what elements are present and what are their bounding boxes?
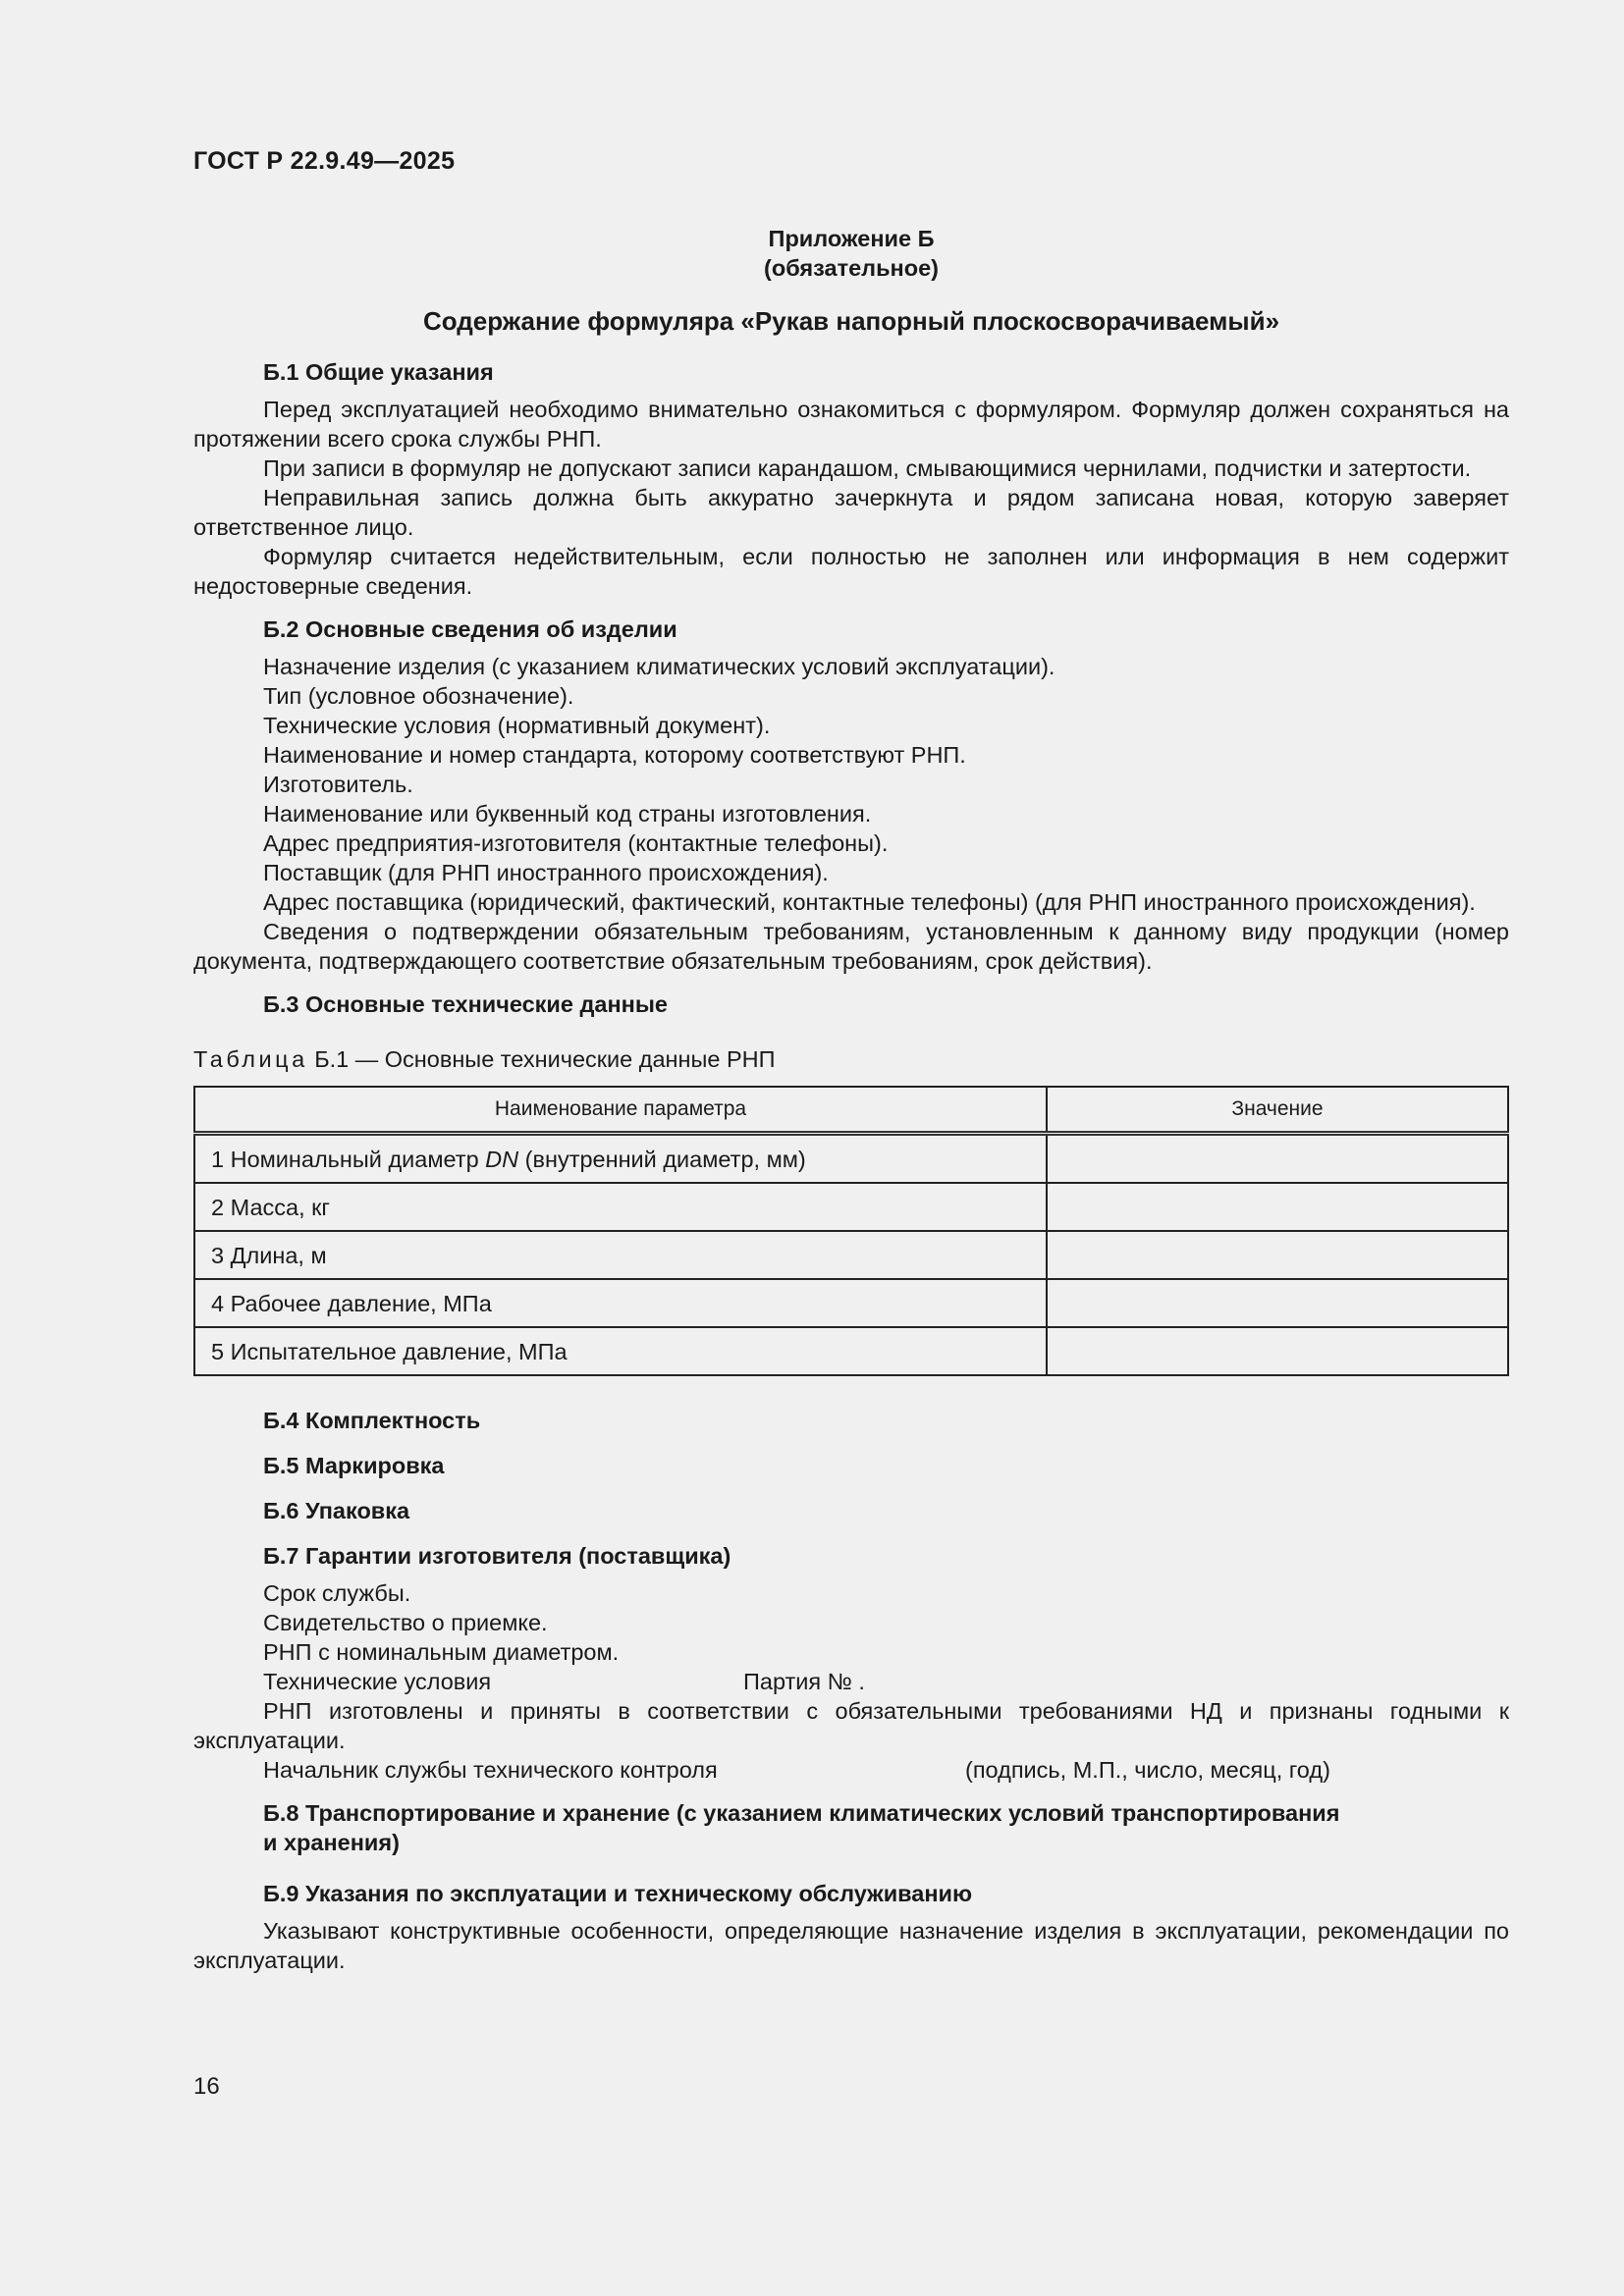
- section-b2-item: Адрес предприятия-изготовителя (контактные телефоны).: [263, 830, 889, 856]
- table-header-row: [194, 1087, 1508, 1134]
- section-b7-item: Срок службы.: [263, 1580, 411, 1606]
- section-b5-heading: Б.5 Маркировка: [263, 1453, 445, 1478]
- section-b4-heading: Б.4 Комплектность: [263, 1408, 481, 1433]
- parameter-cell: [194, 1134, 1047, 1184]
- section-b1-paragraph: При записи в формуляр не допускают записи карандашом, смывающимися чернилами, подчистки и затертости.: [263, 455, 1472, 481]
- signature-hint: (подпись, М.П., число, месяц, год): [965, 1757, 1330, 1783]
- section-b3-heading: Б.3 Основные технические данные: [263, 991, 668, 1017]
- section-b2-item: Наименование или буквенный код страны изготовления.: [263, 801, 872, 827]
- section-b7-item: РНП с номинальным диаметром.: [263, 1639, 620, 1665]
- table-row: [194, 1327, 1508, 1375]
- document-code: ГОСТ Р 22.9.49—2025: [193, 147, 456, 175]
- value-cell[interactable]: [1047, 1231, 1508, 1279]
- table-caption-label: Таблица: [193, 1046, 308, 1072]
- table-row: [194, 1279, 1508, 1327]
- section-b1-paragraph: Формуляр считается недействительным, если полностью не заполнен или информация в нем содержит недостоверные сведения.: [193, 544, 1509, 599]
- section-b7-item: [193, 1755, 1509, 1785]
- section-b7-item: [193, 1667, 1509, 1696]
- section-b1-paragraph: Неправильная запись должна быть аккуратно зачеркнута и рядом записана новая, которую заверяет ответственное лицо.: [193, 485, 1509, 540]
- column-header-value: Значение: [1047, 1087, 1508, 1134]
- section-b2-item: Поставщик (для РНП иностранного происхождения).: [263, 860, 829, 885]
- technical-data-table: [193, 1086, 1509, 1376]
- column-header-parameter: Наименование параметра: [194, 1087, 1047, 1134]
- section-b8-heading-line: Б.8 Транспортирование и хранение (с указанием климатических условий транспортирования: [263, 1800, 1340, 1826]
- parameter-cell: 2 Масса, кг: [194, 1183, 1047, 1231]
- tech-conditions-label: Технические условия: [263, 1669, 492, 1694]
- appendix-status: (обязательное): [764, 255, 939, 281]
- section-b2-item: Назначение изделия (с указанием климатических условий эксплуатации).: [263, 654, 1056, 679]
- page-content: [193, 224, 1509, 1975]
- parameter-text: 1 Номинальный диаметр: [211, 1146, 486, 1172]
- section-b1-heading: Б.1 Общие указания: [263, 359, 494, 385]
- parameter-cell: 5 Испытательное давление, МПа: [194, 1327, 1047, 1375]
- section-b2-item: Сведения о подтверждении обязательным требованиям, установленным к данному виду продукции (номер документа, подтверждающего соответствие обязательным требованиям, срок действия).: [193, 919, 1509, 974]
- section-b9-paragraph: Указывают конструктивные особенности, определяющие назначение изделия в эксплуатации, рекомендации по эксплуатации.: [193, 1918, 1509, 1973]
- value-cell[interactable]: [1047, 1327, 1508, 1375]
- table-row: [194, 1231, 1508, 1279]
- section-b8-heading: [193, 1798, 1509, 1857]
- appendix-title: Приложение Б: [768, 226, 935, 251]
- parameter-symbol: DN: [485, 1146, 519, 1172]
- section-b2-item: Наименование и номер стандарта, которому соответствуют РНП.: [263, 742, 966, 768]
- section-b7-item: РНП изготовлены и приняты в соответствии с обязательными требованиями НД и признаны годными к эксплуатации.: [193, 1698, 1509, 1753]
- parameter-cell: 3 Длина, м: [194, 1231, 1047, 1279]
- section-b2-item: Адрес поставщика (юридический, фактический, контактные телефоны) (для РНП иностранного происхождения).: [263, 889, 1476, 915]
- section-b9-heading: Б.9 Указания по эксплуатации и техническому обслуживанию: [263, 1881, 973, 1906]
- section-b6-heading: Б.6 Упаковка: [263, 1498, 410, 1523]
- value-cell[interactable]: [1047, 1134, 1508, 1184]
- table-caption-text: Б.1 — Основные технические данные РНП: [314, 1046, 776, 1072]
- page-number: 16: [193, 2073, 220, 2100]
- section-b2-item: Тип (условное обозначение).: [263, 683, 574, 709]
- section-b1-paragraph: Перед эксплуатацией необходимо внимательно ознакомиться с формуляром. Формуляр должен сохраняться на протяжении всего срока службы РНП.: [193, 397, 1509, 452]
- parameter-text: (внутренний диаметр, мм): [518, 1146, 806, 1172]
- section-b2-item: Технические условия (нормативный документ).: [263, 713, 771, 738]
- value-cell[interactable]: [1047, 1279, 1508, 1327]
- batch-number-label: Партия № .: [743, 1669, 865, 1694]
- value-cell[interactable]: [1047, 1183, 1508, 1231]
- section-b8-heading-line: и хранения): [263, 1830, 400, 1855]
- document-title: Содержание формуляра «Рукав напорный плоскосворачиваемый»: [422, 306, 1280, 336]
- section-b2-heading: Б.2 Основные сведения об изделии: [263, 616, 677, 642]
- table-caption: [193, 1044, 1509, 1074]
- table-row: [194, 1183, 1508, 1231]
- section-b7-heading: Б.7 Гарантии изготовителя (поставщика): [263, 1543, 731, 1569]
- section-b2-item: Изготовитель.: [263, 772, 413, 797]
- table-row: [194, 1134, 1508, 1184]
- parameter-cell: 4 Рабочее давление, МПа: [194, 1279, 1047, 1327]
- section-b7-item: Свидетельство о приемке.: [263, 1610, 548, 1635]
- qc-chief-label: Начальник службы технического контроля: [263, 1757, 718, 1783]
